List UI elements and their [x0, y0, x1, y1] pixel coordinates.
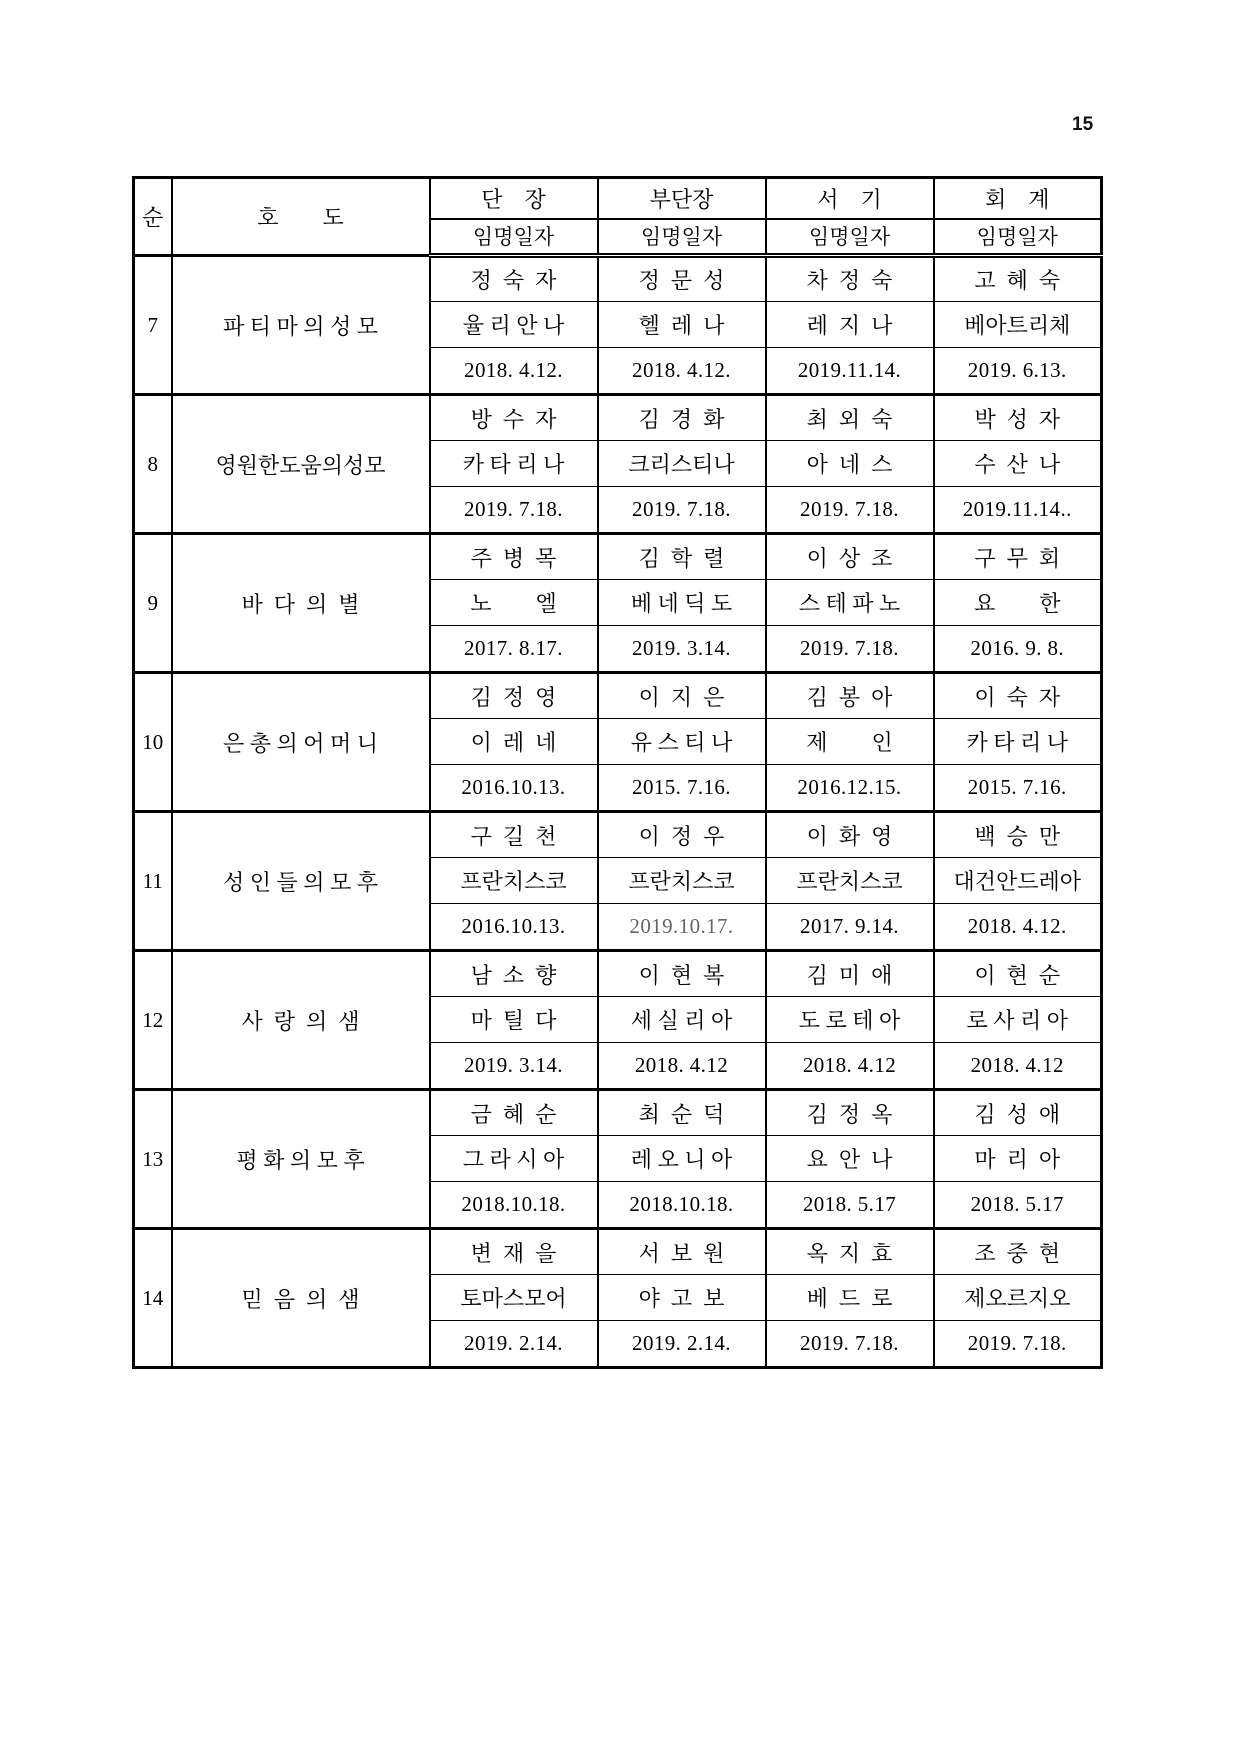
header-hodo: 호 도 — [172, 178, 430, 256]
officer-name-cell: 구 무 회 — [934, 534, 1102, 580]
hodo-cell: 평 화 의 모 후 — [172, 1090, 430, 1229]
officer-name-cell: 방 수 자 — [430, 395, 598, 441]
officer-baptismal-cell: 마 틸 다 — [430, 997, 598, 1043]
hodo-cell: 성 인 들 의 모 후 — [172, 812, 430, 951]
officer-name-cell: 이 상 조 — [766, 534, 934, 580]
officer-baptismal-cell: 프란치스코 — [598, 858, 766, 904]
officer-baptismal-cell: 프란치스코 — [430, 858, 598, 904]
hodo-cell: 바 다 의 별 — [172, 534, 430, 673]
officer-date-cell: 2018. 5.17 — [934, 1182, 1102, 1229]
officer-baptismal-cell: 도 로 테 아 — [766, 997, 934, 1043]
table-row-names — [134, 534, 1102, 580]
officer-name-cell: 고 혜 숙 — [934, 256, 1102, 302]
officer-date-cell: 2016.10.13. — [430, 904, 598, 951]
officer-name-cell: 김 정 영 — [430, 673, 598, 719]
page-number: 15 — [1072, 114, 1094, 135]
officer-name-cell: 조 중 현 — [934, 1229, 1102, 1275]
officer-name-cell: 정 숙 자 — [430, 256, 598, 302]
hodo-cell: 영원한도움의성모 — [172, 395, 430, 534]
officer-baptismal-cell: 유 스 티 나 — [598, 719, 766, 765]
officer-name-cell: 이 화 영 — [766, 812, 934, 858]
officer-baptismal-cell: 베 드 로 — [766, 1275, 934, 1321]
officer-name-cell: 이 현 복 — [598, 951, 766, 997]
hodo-cell: 파 티 마 의 성 모 — [172, 256, 430, 395]
table-row-names — [134, 1090, 1102, 1136]
header-treasurer: 회 계 — [934, 178, 1102, 219]
sequence-cell: 14 — [134, 1229, 172, 1368]
officer-baptismal-cell: 토마스모어 — [430, 1275, 598, 1321]
officer-date-cell: 2018. 4.12 — [598, 1043, 766, 1090]
header-row-titles — [134, 178, 1102, 219]
officer-name-cell: 최 외 숙 — [766, 395, 934, 441]
officer-date-cell: 2016.12.15. — [766, 765, 934, 812]
header-vice-leader: 부단장 — [598, 178, 766, 219]
officer-baptismal-cell: 카 타 리 나 — [934, 719, 1102, 765]
officer-date-cell: 2016.10.13. — [430, 765, 598, 812]
officer-name-cell: 김 미 애 — [766, 951, 934, 997]
header-seq: 순 — [134, 178, 172, 256]
hodo-cell: 믿 음 의 샘 — [172, 1229, 430, 1368]
officer-baptismal-cell: 이 레 네 — [430, 719, 598, 765]
officer-baptismal-cell: 베 네 딕 도 — [598, 580, 766, 626]
officer-date-cell: 2019. 3.14. — [598, 626, 766, 673]
header-appointment-date: 임명일자 — [598, 219, 766, 256]
officer-date-cell: 2018. 4.12 — [766, 1043, 934, 1090]
table-row-names — [134, 673, 1102, 719]
officer-date-cell: 2019. 7.18. — [766, 626, 934, 673]
officer-name-cell: 최 순 덕 — [598, 1090, 766, 1136]
table-header — [134, 178, 1102, 256]
table-row-names — [134, 812, 1102, 858]
officer-date-cell: 2019.11.14.. — [934, 487, 1102, 534]
officer-baptismal-cell: 제오르지오 — [934, 1275, 1102, 1321]
officer-date-cell: 2019. 2.14. — [430, 1321, 598, 1368]
header-leader: 단 장 — [430, 178, 598, 219]
sequence-cell: 12 — [134, 951, 172, 1090]
officer-baptismal-cell: 세 실 리 아 — [598, 997, 766, 1043]
officer-baptismal-cell: 프란치스코 — [766, 858, 934, 904]
officer-date-cell: 2018.10.18. — [598, 1182, 766, 1229]
officer-name-cell: 김 봉 아 — [766, 673, 934, 719]
officer-date-cell: 2018. 4.12. — [430, 348, 598, 395]
officer-date-cell: 2017. 8.17. — [430, 626, 598, 673]
officer-name-cell: 남 소 향 — [430, 951, 598, 997]
table-row-names — [134, 951, 1102, 997]
officer-baptismal-cell: 야 고 보 — [598, 1275, 766, 1321]
officer-roster-table — [132, 176, 1103, 1369]
officer-baptismal-cell: 그 라 시 아 — [430, 1136, 598, 1182]
officer-date-cell: 2019.11.14. — [766, 348, 934, 395]
officer-baptismal-cell: 베아트리체 — [934, 302, 1102, 348]
officer-baptismal-cell: 크리스티나 — [598, 441, 766, 487]
sequence-cell: 13 — [134, 1090, 172, 1229]
officer-baptismal-cell: 율 리 안 나 — [430, 302, 598, 348]
sequence-cell: 10 — [134, 673, 172, 812]
hodo-cell: 은 총 의 어 머 니 — [172, 673, 430, 812]
officer-name-cell: 구 길 천 — [430, 812, 598, 858]
officer-date-cell: 2019. 7.18. — [766, 1321, 934, 1368]
officer-date-cell: 2015. 7.16. — [934, 765, 1102, 812]
officer-name-cell: 정 문 성 — [598, 256, 766, 302]
officer-name-cell: 백 승 만 — [934, 812, 1102, 858]
officer-name-cell: 김 경 화 — [598, 395, 766, 441]
header-appointment-date: 임명일자 — [934, 219, 1102, 256]
officer-name-cell: 김 성 애 — [934, 1090, 1102, 1136]
officer-name-cell: 김 정 옥 — [766, 1090, 934, 1136]
officer-baptismal-cell: 대건안드레아 — [934, 858, 1102, 904]
officer-date-cell: 2019. 7.18. — [598, 487, 766, 534]
officer-baptismal-cell: 헬 레 나 — [598, 302, 766, 348]
officer-name-cell: 박 성 자 — [934, 395, 1102, 441]
officer-name-cell: 금 혜 순 — [430, 1090, 598, 1136]
officer-date-cell: 2015. 7.16. — [598, 765, 766, 812]
officer-name-cell: 옥 지 효 — [766, 1229, 934, 1275]
officer-baptismal-cell: 카 타 리 나 — [430, 441, 598, 487]
table-body — [134, 256, 1102, 1368]
sequence-cell: 9 — [134, 534, 172, 673]
officer-name-cell: 서 보 원 — [598, 1229, 766, 1275]
officer-name-cell: 변 재 을 — [430, 1229, 598, 1275]
sequence-cell: 7 — [134, 256, 172, 395]
officer-baptismal-cell: 아 네 스 — [766, 441, 934, 487]
header-appointment-date: 임명일자 — [766, 219, 934, 256]
officer-date-cell: 2018. 4.12. — [598, 348, 766, 395]
officer-name-cell: 이 현 순 — [934, 951, 1102, 997]
header-secretary: 서 기 — [766, 178, 934, 219]
officer-date-cell: 2018. 4.12 — [934, 1043, 1102, 1090]
header-appointment-date: 임명일자 — [430, 219, 598, 256]
officer-date-cell: 2019. 2.14. — [598, 1321, 766, 1368]
sequence-cell: 8 — [134, 395, 172, 534]
table-row-names — [134, 256, 1102, 302]
officer-name-cell: 이 지 은 — [598, 673, 766, 719]
sequence-cell: 11 — [134, 812, 172, 951]
officer-baptismal-cell: 로 사 리 아 — [934, 997, 1102, 1043]
officer-name-cell: 차 정 숙 — [766, 256, 934, 302]
officer-name-cell: 이 숙 자 — [934, 673, 1102, 719]
officer-date-cell: 2019. 6.13. — [934, 348, 1102, 395]
officer-baptismal-cell: 레 오 니 아 — [598, 1136, 766, 1182]
officer-name-cell: 김 학 렬 — [598, 534, 766, 580]
officer-baptismal-cell: 스 테 파 노 — [766, 580, 934, 626]
officer-name-cell: 이 정 우 — [598, 812, 766, 858]
hodo-cell: 사 랑 의 샘 — [172, 951, 430, 1090]
officer-baptismal-cell: 노 엘 — [430, 580, 598, 626]
officer-date-cell: 2016. 9. 8. — [934, 626, 1102, 673]
officer-date-cell: 2019. 3.14. — [430, 1043, 598, 1090]
table-row-names — [134, 1229, 1102, 1275]
officer-baptismal-cell: 수 산 나 — [934, 441, 1102, 487]
officer-date-cell: 2018. 5.17 — [766, 1182, 934, 1229]
officer-baptismal-cell: 요 안 나 — [766, 1136, 934, 1182]
officer-baptismal-cell: 레 지 나 — [766, 302, 934, 348]
officer-baptismal-cell: 제 인 — [766, 719, 934, 765]
officer-date-cell: 2019. 7.18. — [766, 487, 934, 534]
officer-date-cell: 2018. 4.12. — [934, 904, 1102, 951]
table-row-names — [134, 395, 1102, 441]
officer-date-cell: 2019.10.17. — [598, 904, 766, 951]
officer-date-cell: 2019. 7.18. — [934, 1321, 1102, 1368]
officer-date-cell: 2017. 9.14. — [766, 904, 934, 951]
officer-baptismal-cell: 요 한 — [934, 580, 1102, 626]
officer-baptismal-cell: 마 리 아 — [934, 1136, 1102, 1182]
officer-date-cell: 2018.10.18. — [430, 1182, 598, 1229]
officer-date-cell: 2019. 7.18. — [430, 487, 598, 534]
officer-name-cell: 주 병 목 — [430, 534, 598, 580]
